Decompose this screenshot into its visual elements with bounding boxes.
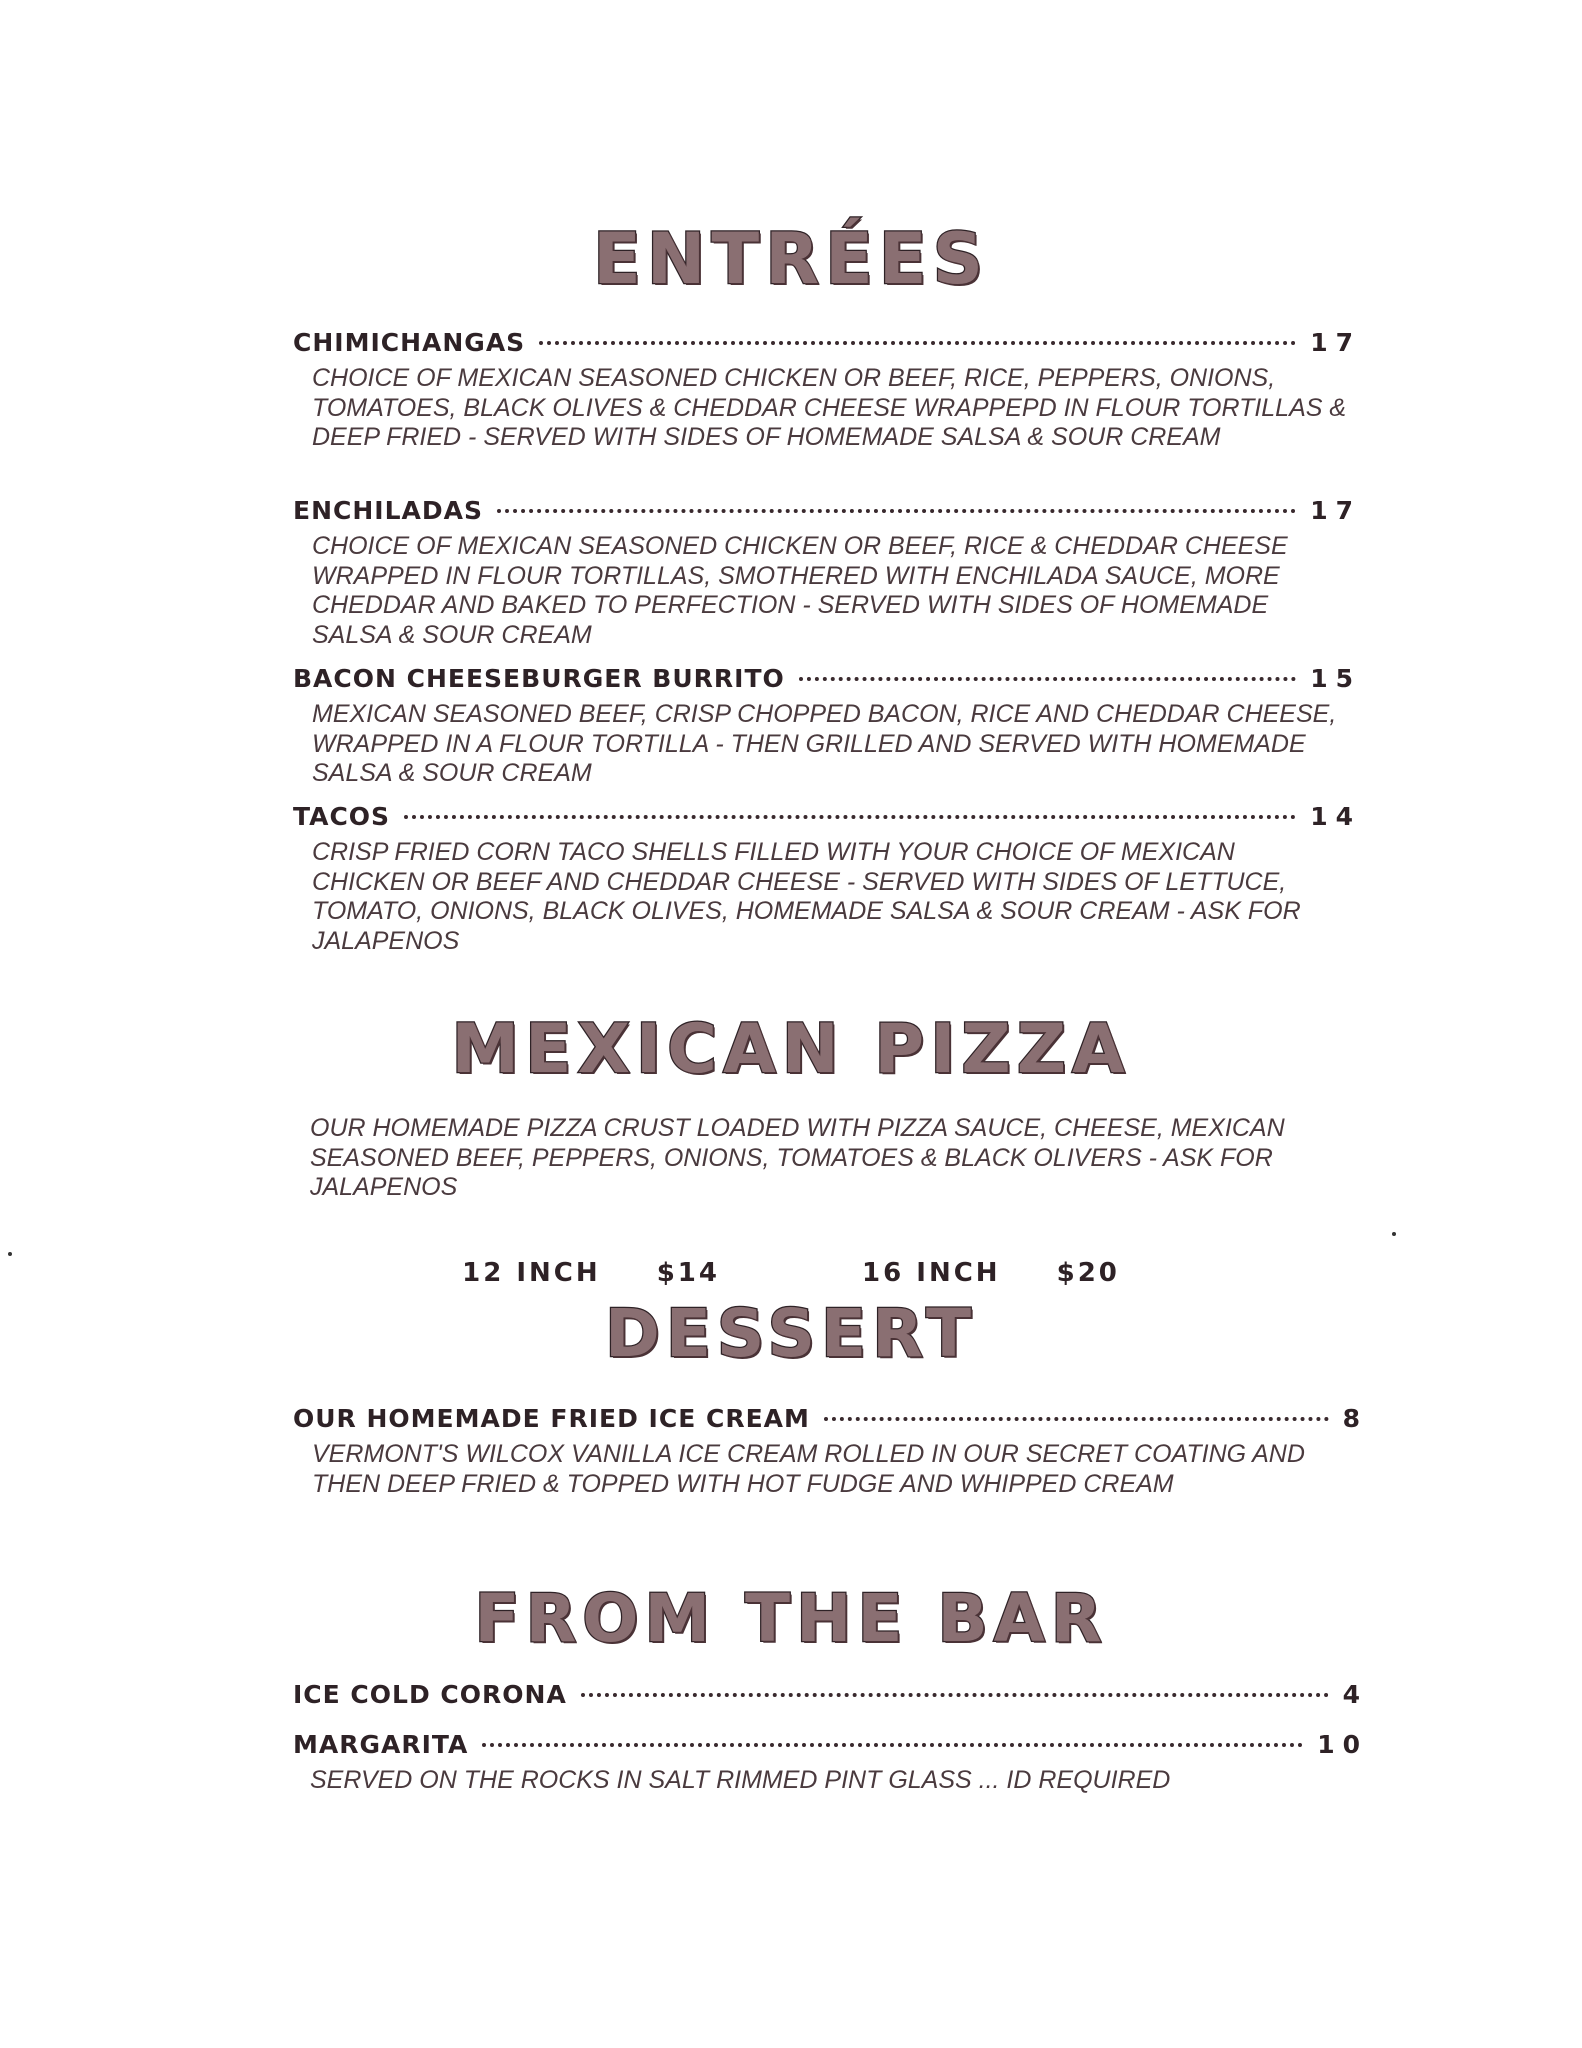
item-name: OUR HOMEMADE FRIED ICE CREAM bbox=[293, 1404, 810, 1433]
dot-leader bbox=[404, 815, 1296, 819]
item-name: MARGARITA bbox=[293, 1730, 469, 1759]
item-description: SERVED ON THE ROCKS IN SALT RIMMED PINT GLASS ... ID REQUIRED bbox=[310, 1766, 1171, 1794]
entrees-heading: ENTRÉES bbox=[592, 218, 990, 300]
size-large-price: $20 bbox=[1056, 1258, 1120, 1288]
item-description: CHOICE OF MEXICAN SEASONED CHICKEN OR BEEF, RICE, PEPPERS, ONIONS, TOMATOES, BLACK OLIVES & CHEDDAR CHEESE WRAPPEPD IN FLOUR TORTILLAS & DEEP FRIED - SERVED WITH SIDES OF HOMEMADE SALSA & SOUR CREAM bbox=[312, 364, 1347, 451]
item-price: 4 bbox=[1342, 1680, 1368, 1709]
dot-leader bbox=[497, 509, 1296, 513]
item-name: CHIMICHANGAS bbox=[293, 328, 526, 357]
menu-item-chimichangas bbox=[293, 328, 1361, 357]
item-name: TACOS bbox=[293, 802, 391, 831]
item-price: 8 bbox=[1342, 1404, 1368, 1433]
size-small-price: $14 bbox=[656, 1258, 720, 1288]
menu-item-margarita bbox=[293, 1730, 1368, 1759]
menu-item-tacos bbox=[293, 802, 1361, 831]
pizza-description: OUR HOMEMADE PIZZA CRUST LOADED WITH PIZZA SAUCE, CHEESE, MEXICAN SEASONED BEEF, PEPPERS, ONIONS, TOMATOES & BLACK OLIVERS - ASK FOR JALAPENOS bbox=[310, 1114, 1285, 1201]
item-price: 15 bbox=[1310, 664, 1361, 693]
mexican-pizza-heading: MEXICAN PIZZA bbox=[451, 1010, 1131, 1089]
item-description: CHOICE OF MEXICAN SEASONED CHICKEN OR BEEF, RICE & CHEDDAR CHEESE WRAPPED IN FLOUR TORTILLAS, SMOTHERED WITH ENCHILADA SAUCE, MORE CHEDDAR AND BAKED TO PERFECTION - SERVED WITH SIDES OF HOMEMADE SALSA & SOUR CREAM bbox=[312, 532, 1288, 649]
item-name: ICE COLD CORONA bbox=[293, 1680, 567, 1709]
pizza-sizes bbox=[0, 1258, 1582, 1288]
dessert-heading: DESSERT bbox=[605, 1295, 977, 1372]
item-name: BACON CHEESEBURGER BURRITO bbox=[293, 664, 785, 693]
dot-leader bbox=[482, 1743, 1303, 1747]
item-name: ENCHILADAS bbox=[293, 496, 483, 525]
item-price: 17 bbox=[1310, 496, 1361, 525]
from-the-bar-heading: FROM THE BAR bbox=[474, 1580, 1108, 1657]
item-price: 10 bbox=[1317, 1730, 1368, 1759]
dot-leader bbox=[581, 1693, 1329, 1697]
dot-leader bbox=[799, 677, 1296, 681]
item-price: 14 bbox=[1310, 802, 1361, 831]
item-description: VERMONT'S WILCOX VANILLA ICE CREAM ROLLED IN OUR SECRET COATING AND THEN DEEP FRIED & TOPPED WITH HOT FUDGE AND WHIPPED CREAM bbox=[312, 1440, 1305, 1498]
scan-speck bbox=[1392, 1232, 1396, 1236]
item-description: MEXICAN SEASONED BEEF, CRISP CHOPPED BACON, RICE AND CHEDDAR CHEESE, WRAPPED IN A FLOUR TORTILLA - THEN GRILLED AND SERVED WITH HOMEMADE SALSA & SOUR CREAM bbox=[312, 700, 1337, 787]
size-small-label: 12 INCH bbox=[462, 1258, 601, 1288]
item-price: 17 bbox=[1310, 328, 1361, 357]
menu-item-bacon-cheeseburger-burrito bbox=[293, 664, 1361, 693]
menu-item-ice-cold-corona bbox=[293, 1680, 1368, 1709]
menu-item-fried-ice-cream bbox=[293, 1404, 1368, 1433]
scan-speck bbox=[8, 1252, 12, 1256]
size-large-label: 16 INCH bbox=[862, 1258, 1001, 1288]
dot-leader bbox=[539, 341, 1296, 345]
item-description: CRISP FRIED CORN TACO SHELLS FILLED WITH YOUR CHOICE OF MEXICAN CHICKEN OR BEEF AND CHEDDAR CHEESE - SERVED WITH SIDES OF LETTUCE, TOMATO, ONIONS, BLACK OLIVES, HOMEMADE SALSA & SOUR CREAM - ASK FOR JALAPENOS bbox=[312, 838, 1301, 955]
menu-item-enchiladas bbox=[293, 496, 1361, 525]
dot-leader bbox=[824, 1417, 1329, 1421]
